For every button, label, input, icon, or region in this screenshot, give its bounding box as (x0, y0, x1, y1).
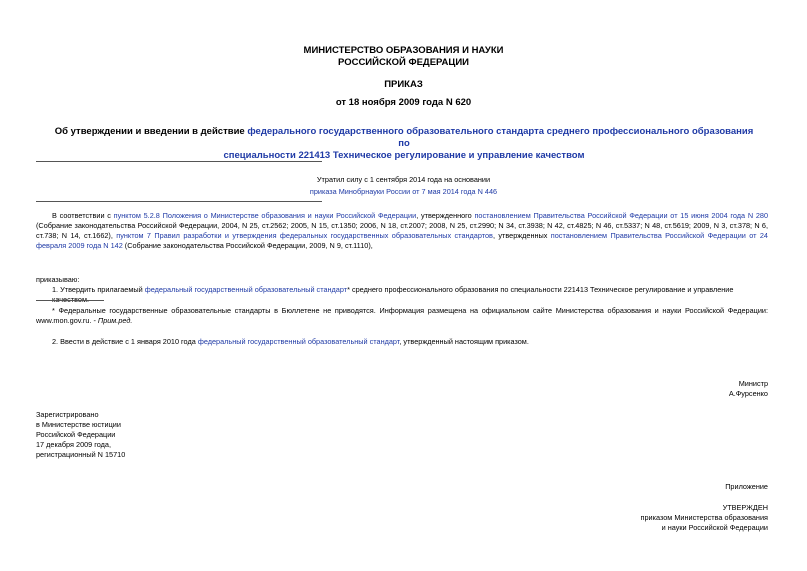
status-note (0, 175, 807, 197)
approved-by-line-2: и науки Российской Федерации (661, 523, 768, 532)
preamble-text-5: (Собрание законодательства Российской Федерации, 2009, N 9, ст.1110), (122, 241, 373, 250)
document-title (50, 126, 758, 162)
resolution-142-link[interactable]: постановлением Правительства Российской Федерации от 24 февраля 2009 года N 142 (36, 231, 768, 250)
footnote (36, 306, 768, 326)
ministry-name-line2: РОССИЙСКОЙ ФЕДЕРАЦИИ (337, 57, 469, 68)
document-date-number: от 18 ноября 2009 года N 620 (335, 97, 472, 108)
footnote-text: * Федеральные государственные образовательные стандарты в Бюллетене не приводятся. Информация размещена на официальном сайте Министерства образования и науки Российской Федерации: www.mon.gov.ru. - (36, 306, 768, 325)
item1-text-2: * среднего профессионального образования по специальности 221413 Техническое регулирование и управление качеством. (52, 285, 734, 304)
registration-line-3: Российской Федерации (36, 430, 116, 439)
regulation-link[interactable]: пунктом 5.2.8 Положения о Министерстве образования и науки Российской Федерации (113, 211, 417, 220)
registration-line-5: регистрационный N 15710 (36, 450, 126, 459)
item1-text-1: 1. Утвердить прилагаемый (52, 285, 145, 294)
order-word: приказываю: (36, 275, 80, 284)
preamble-text-2: , утвержденного (416, 211, 475, 220)
rules-link[interactable]: пунктом 7 Правил разработки и утверждения федеральных государственных образовательных стандартов (116, 231, 493, 240)
title-prefix: Об утверждении и введении в действие (54, 126, 248, 137)
divider-top (36, 161, 322, 162)
resolution-280-link[interactable]: постановлением Правительства Российской Федерации от 15 июня 2004 года N 280 (474, 211, 768, 220)
status-repeal-link[interactable]: приказа Минобрнауки России от 7 мая 2014 года N 446 (309, 187, 498, 196)
standard-link-2[interactable]: федеральный государственный образовательный стандарт (197, 337, 400, 346)
document-type: ПРИКАЗ (384, 79, 423, 90)
registration-block (36, 410, 296, 460)
title-standard-link[interactable]: федерального государственного образовательного стандарта среднего профессионального образования по (247, 126, 754, 149)
signature-position: Министр (738, 379, 768, 388)
appendix-label: Приложение (725, 482, 768, 491)
item2-text-2: , утвержденный настоящим приказом. (399, 337, 529, 346)
title-specialty-link[interactable]: специальности 221413 Техническое регулирование и управление качеством (223, 150, 585, 161)
registration-line-1: Зарегистрировано (36, 410, 99, 419)
order-item-2 (52, 337, 768, 347)
standard-link-1[interactable]: федеральный государственный образовательный стандарт (144, 285, 348, 294)
approval-block (460, 503, 768, 533)
footnote-divider (36, 300, 104, 301)
approved-label: УТВЕРЖДЕН (722, 503, 768, 512)
signature-name: А.Фурсенко (728, 389, 768, 398)
footnote-editor-note: Прим.ред. (97, 316, 133, 325)
signature-block (560, 379, 768, 399)
registration-line-4: 17 декабря 2009 года, (36, 440, 112, 449)
order-item-1 (52, 285, 768, 305)
divider-status (36, 201, 322, 202)
preamble-text-1: В соответствии с (52, 211, 114, 220)
preamble-text-3: (Собрание законодательства Российской Федерации, 2004, N 25, ст.2562; 2005, N 15, ст.1350; 2006, N 18, ст.2007; 2008, N 25, ст.2990; N 34, ст.3938; N 42, ст.4825; N 46, ст.5337; N 48, ст.5619; 2009, N 3, ст.378; N 6, ст.738; N 14, ст.1662), (36, 221, 768, 240)
preamble-paragraph (36, 211, 768, 251)
registration-line-2: в Министерстве юстиции (36, 420, 121, 429)
preamble-text-4: , утвержденных (492, 231, 551, 240)
item2-text-1: 2. Ввести в действие с 1 января 2010 года (52, 337, 198, 346)
approved-by-line-1: приказом Министерства образования (640, 513, 768, 522)
ministry-name-line1: МИНИСТЕРСТВО ОБРАЗОВАНИЯ И НАУКИ (303, 45, 504, 56)
status-line: Утратил силу с 1 сентября 2014 года на основании (316, 175, 491, 184)
